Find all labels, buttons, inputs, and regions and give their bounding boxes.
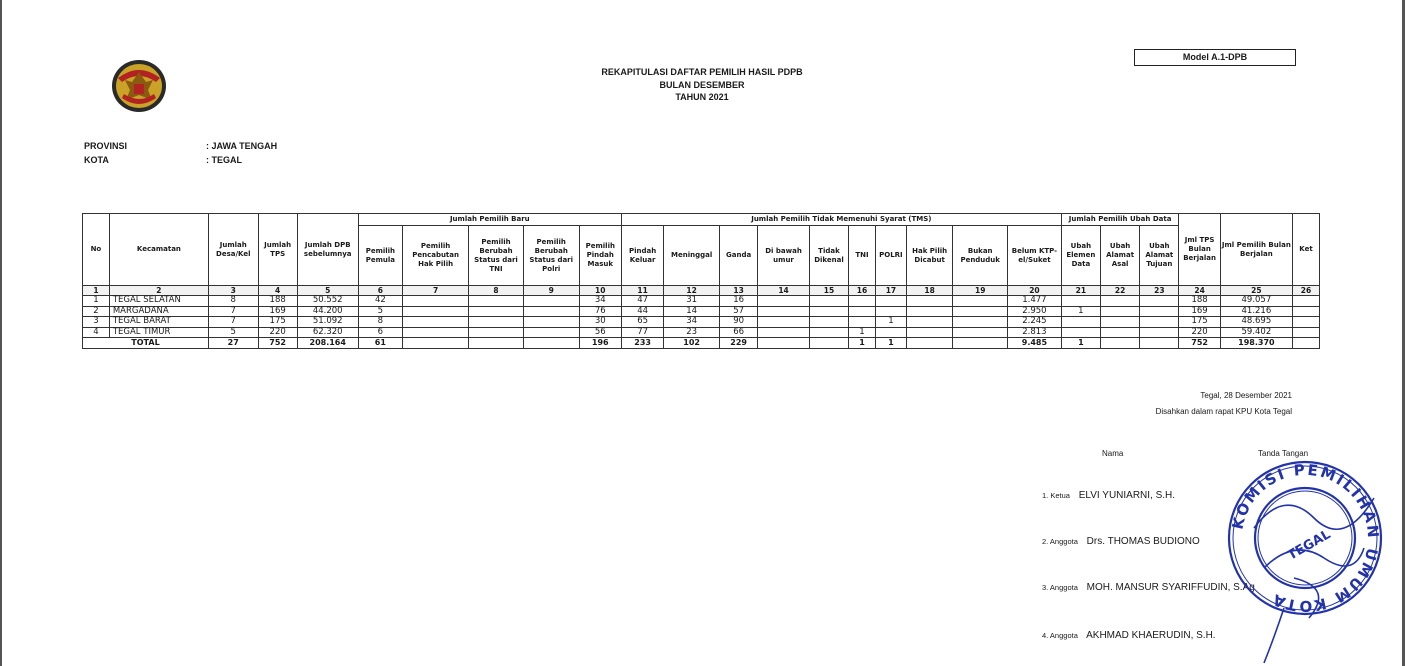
- official-stamp-icon: [1224, 458, 1386, 666]
- column-number: 20: [1008, 286, 1062, 296]
- table-cell: 169: [1179, 306, 1220, 317]
- column-number: 4: [258, 286, 297, 296]
- header-ubah-alamat-asal: Ubah Alamat Asal: [1100, 226, 1139, 286]
- column-number: 18: [906, 286, 952, 296]
- table-cell: [523, 317, 579, 328]
- total-cell: 61: [358, 338, 402, 349]
- column-number: 15: [809, 286, 848, 296]
- signatory-role: 3. Anggota: [1042, 583, 1078, 592]
- signatory-name: ELVI YUNIARNI, S.H.: [1078, 490, 1176, 501]
- header-group-baru: Jumlah Pemilih Baru: [358, 214, 621, 226]
- table-cell: [469, 296, 524, 307]
- column-number: 12: [664, 286, 720, 296]
- header-tidak-dikenal: Tidak Dikenal: [809, 226, 848, 286]
- table-cell: 66: [720, 327, 758, 338]
- header-bukan-penduduk: Bukan Penduduk: [953, 226, 1008, 286]
- table-cell: 8: [208, 296, 258, 307]
- table-cell: [849, 296, 876, 307]
- table-cell: [1140, 306, 1179, 317]
- header-ganda: Ganda: [720, 226, 758, 286]
- table-cell: 169: [258, 306, 297, 317]
- header-kecamatan: Kecamatan: [109, 214, 208, 286]
- title-line: REKAPITULASI DAFTAR PEMILIH HASIL PDPB: [601, 67, 803, 77]
- column-number: 5: [297, 286, 358, 296]
- place-date: Tegal, 28 Desember 2021: [1200, 391, 1292, 400]
- column-number: 21: [1061, 286, 1100, 296]
- table-cell: [1293, 327, 1320, 338]
- table-cell: [953, 317, 1008, 328]
- header-pindah-keluar: Pindah Keluar: [621, 226, 663, 286]
- total-cell: 1: [875, 338, 906, 349]
- header-pemilih-pindah-masuk: Pemilih Pindah Masuk: [579, 226, 621, 286]
- header-pemilih-pemula: Pemilih Pemula: [358, 226, 402, 286]
- signatory-name: AKHMAD KHAERUDIN, S.H.: [1086, 630, 1216, 641]
- total-cell: 196: [579, 338, 621, 349]
- table-cell: [809, 296, 848, 307]
- total-cell: 198.370: [1220, 338, 1292, 349]
- total-row: [83, 338, 1320, 349]
- total-cell: [523, 338, 579, 349]
- header-group-tms: Jumlah Pemilih Tidak Memenuhi Syarat (TMS): [621, 214, 1061, 226]
- signatory-role: 1. Ketua: [1042, 491, 1070, 500]
- table-cell: 30: [579, 317, 621, 328]
- table-cell: [758, 317, 810, 328]
- table-cell: [523, 296, 579, 307]
- table-cell: [1100, 327, 1139, 338]
- header-di-bawah-umur: Di bawah umur: [758, 226, 810, 286]
- table-cell: [953, 296, 1008, 307]
- table-cell: 188: [1179, 296, 1220, 307]
- header-ubah-elemen: Ubah Elemen Data: [1061, 226, 1100, 286]
- table-cell: [906, 306, 952, 317]
- table-cell: TEGAL BARAT: [109, 317, 208, 328]
- table-cell: [849, 317, 876, 328]
- table-cell: [1100, 306, 1139, 317]
- total-cell: [1140, 338, 1179, 349]
- column-number: 23: [1140, 286, 1179, 296]
- header-tni: TNI: [849, 226, 876, 286]
- signatory-name: MOH. MANSUR SYARIFFUDIN, S.Ag: [1086, 582, 1255, 593]
- table-cell: TEGAL SELATAN: [109, 296, 208, 307]
- signatory: [1042, 630, 1216, 641]
- report-title: [522, 66, 882, 104]
- table-cell: [906, 327, 952, 338]
- table-cell: [403, 296, 469, 307]
- total-cell: [809, 338, 848, 349]
- table-cell: 50.552: [297, 296, 358, 307]
- table-row: [83, 327, 1320, 338]
- table-cell: [758, 306, 810, 317]
- total-cell: [403, 338, 469, 349]
- header-ubah-alamat-tujuan: Ubah Alamat Tujuan: [1140, 226, 1179, 286]
- signatory: [1042, 536, 1200, 547]
- header-jml-pemilih-berjalan: Jml Pemilih Bulan Berjalan: [1220, 214, 1292, 286]
- table-cell: [809, 327, 848, 338]
- column-number: 3: [208, 286, 258, 296]
- table-cell: 1.477: [1008, 296, 1062, 307]
- column-number: 22: [1100, 286, 1139, 296]
- table-row: [83, 317, 1320, 328]
- table-cell: [1100, 317, 1139, 328]
- table-cell: 1: [1061, 306, 1100, 317]
- total-cell: 229: [720, 338, 758, 349]
- total-cell: [1100, 338, 1139, 349]
- table-cell: [758, 327, 810, 338]
- column-number: 11: [621, 286, 663, 296]
- total-cell: [906, 338, 952, 349]
- region-info: [84, 139, 277, 167]
- table-cell: [849, 306, 876, 317]
- table-cell: 56: [579, 327, 621, 338]
- table-cell: [1061, 327, 1100, 338]
- provinsi-label: PROVINSI: [84, 141, 128, 151]
- table-cell: [523, 306, 579, 317]
- table-cell: [1061, 317, 1100, 328]
- total-cell: 233: [621, 338, 663, 349]
- table-cell: 2: [83, 306, 110, 317]
- total-cell: 1: [1061, 338, 1100, 349]
- svg-text:KOMISI PEMILIHAN UMUM KOTA: KOMISI PEMILIHAN UMUM KOTA: [1228, 460, 1383, 616]
- table-cell: 90: [720, 317, 758, 328]
- header-jumlah-desa: Jumlah Desa/Kel: [208, 214, 258, 286]
- table-cell: 3: [83, 317, 110, 328]
- table-cell: [403, 306, 469, 317]
- total-cell: [1293, 338, 1320, 349]
- signatory-role: 2. Anggota: [1042, 537, 1078, 546]
- header-pemilih-pencabutan: Pemilih Pencabutan Hak Pilih: [403, 226, 469, 286]
- column-number: 1: [83, 286, 110, 296]
- table-cell: 1: [83, 296, 110, 307]
- table-cell: [875, 306, 906, 317]
- table-cell: 7: [208, 306, 258, 317]
- approval-block: [1122, 388, 1292, 420]
- table-cell: 220: [1179, 327, 1220, 338]
- provinsi-value: : JAWA TENGAH: [206, 141, 278, 151]
- model-label: Model A.1-DPB: [1134, 49, 1296, 66]
- signatory-name: Drs. THOMAS BUDIONO: [1086, 536, 1200, 547]
- header-hak-pilih-dicabut: Hak Pilih Dicabut: [906, 226, 952, 286]
- table-cell: 48.695: [1220, 317, 1292, 328]
- table-cell: [809, 306, 848, 317]
- table-cell: 14: [664, 306, 720, 317]
- column-number: 25: [1220, 286, 1292, 296]
- header-pemilih-berubah-polri: Pemilih Berubah Status dari Polri: [523, 226, 579, 286]
- table-cell: [403, 327, 469, 338]
- table-cell: 51.092: [297, 317, 358, 328]
- approval-note: Disahkan dalam rapat KPU Kota Tegal: [1155, 407, 1292, 416]
- table-cell: [906, 317, 952, 328]
- header-jumlah-dpb: Jumlah DPB sebelumnya: [297, 214, 358, 286]
- table-cell: 34: [664, 317, 720, 328]
- table-cell: 59.402: [1220, 327, 1292, 338]
- column-number: 19: [953, 286, 1008, 296]
- table-cell: [758, 296, 810, 307]
- table-cell: MARGADANA: [109, 306, 208, 317]
- table-cell: 4: [83, 327, 110, 338]
- column-number-row: [83, 286, 1320, 296]
- table-cell: [1293, 306, 1320, 317]
- table-cell: 16: [720, 296, 758, 307]
- title-line: TAHUN 2021: [675, 92, 729, 102]
- column-number: 7: [403, 286, 469, 296]
- table-cell: [906, 296, 952, 307]
- table-cell: [809, 317, 848, 328]
- column-number: 6: [358, 286, 402, 296]
- table-cell: [1061, 296, 1100, 307]
- column-number: 13: [720, 286, 758, 296]
- table-cell: 175: [258, 317, 297, 328]
- table-cell: [469, 327, 524, 338]
- header-no: No: [83, 214, 110, 286]
- table-cell: 6: [358, 327, 402, 338]
- table-cell: 49.057: [1220, 296, 1292, 307]
- kota-value: : TEGAL: [206, 155, 242, 165]
- table-cell: [469, 306, 524, 317]
- table-cell: [1140, 317, 1179, 328]
- table-cell: 34: [579, 296, 621, 307]
- total-cell: 102: [664, 338, 720, 349]
- table-cell: 57: [720, 306, 758, 317]
- header-jumlah-tps: Jumlah TPS: [258, 214, 297, 286]
- signatory: [1042, 490, 1175, 501]
- table-cell: TEGAL TIMUR: [109, 327, 208, 338]
- total-cell: 208.164: [297, 338, 358, 349]
- table-cell: [1293, 296, 1320, 307]
- table-row: [83, 306, 1320, 317]
- title-line: BULAN DESEMBER: [659, 79, 745, 90]
- column-number: 16: [849, 286, 876, 296]
- table-row: [83, 296, 1320, 307]
- header-pemilih-berubah-tni: Pemilih Berubah Status dari TNI: [469, 226, 524, 286]
- table-cell: [1293, 317, 1320, 328]
- table-cell: [875, 327, 906, 338]
- kpu-logo-icon: [110, 58, 168, 114]
- header-ket: Ket: [1293, 214, 1320, 286]
- column-number: 24: [1179, 286, 1220, 296]
- table-cell: 175: [1179, 317, 1220, 328]
- table-cell: 220: [258, 327, 297, 338]
- svg-text:TEGAL: TEGAL: [1285, 527, 1334, 564]
- table-cell: 44: [621, 306, 663, 317]
- column-number: 14: [758, 286, 810, 296]
- total-cell: [469, 338, 524, 349]
- table-cell: 2.950: [1008, 306, 1062, 317]
- header-jml-tps-berjalan: Jml TPS Bulan Berjalan: [1179, 214, 1220, 286]
- table-cell: 2.813: [1008, 327, 1062, 338]
- kota-label: KOTA: [84, 155, 109, 165]
- header-meninggal: Meninggal: [664, 226, 720, 286]
- table-cell: 42: [358, 296, 402, 307]
- table-cell: 47: [621, 296, 663, 307]
- header-belum-ktp: Belum KTP-el/Suket: [1008, 226, 1062, 286]
- header-group-ubah: Jumlah Pemilih Ubah Data: [1061, 214, 1179, 226]
- table-cell: 62.320: [297, 327, 358, 338]
- table-cell: 8: [358, 317, 402, 328]
- header-polri: POLRI: [875, 226, 906, 286]
- table-cell: 44.200: [297, 306, 358, 317]
- table-cell: [523, 327, 579, 338]
- total-label: TOTAL: [83, 338, 209, 349]
- table-cell: 1: [875, 317, 906, 328]
- column-number: 10: [579, 286, 621, 296]
- table-cell: [469, 317, 524, 328]
- table-cell: [875, 296, 906, 307]
- signatory-role: 4. Anggota: [1042, 631, 1078, 640]
- table-cell: 7: [208, 317, 258, 328]
- recap-table: [82, 213, 1320, 349]
- table-cell: 65: [621, 317, 663, 328]
- table-cell: 31: [664, 296, 720, 307]
- table-cell: 5: [208, 327, 258, 338]
- total-cell: [953, 338, 1008, 349]
- table-cell: 77: [621, 327, 663, 338]
- column-number: 26: [1293, 286, 1320, 296]
- total-cell: [758, 338, 810, 349]
- signatory: [1042, 582, 1255, 593]
- table-cell: [1100, 296, 1139, 307]
- table-cell: [1140, 296, 1179, 307]
- table-cell: 188: [258, 296, 297, 307]
- total-cell: 1: [849, 338, 876, 349]
- table-cell: 76: [579, 306, 621, 317]
- table-cell: [953, 306, 1008, 317]
- table-cell: [953, 327, 1008, 338]
- column-number: 2: [109, 286, 208, 296]
- table-cell: 23: [664, 327, 720, 338]
- table-cell: [403, 317, 469, 328]
- table-cell: 2.245: [1008, 317, 1062, 328]
- total-cell: 752: [258, 338, 297, 349]
- column-number: 9: [523, 286, 579, 296]
- total-cell: 27: [208, 338, 258, 349]
- tanda-tangan-header: Tanda Tangan: [1258, 449, 1309, 458]
- table-cell: [1140, 327, 1179, 338]
- table-cell: 41.216: [1220, 306, 1292, 317]
- total-cell: 9.485: [1008, 338, 1062, 349]
- table-cell: 1: [849, 327, 876, 338]
- nama-header: Nama: [1102, 449, 1124, 458]
- total-cell: 752: [1179, 338, 1220, 349]
- table-cell: 5: [358, 306, 402, 317]
- column-number: 17: [875, 286, 906, 296]
- column-number: 8: [469, 286, 524, 296]
